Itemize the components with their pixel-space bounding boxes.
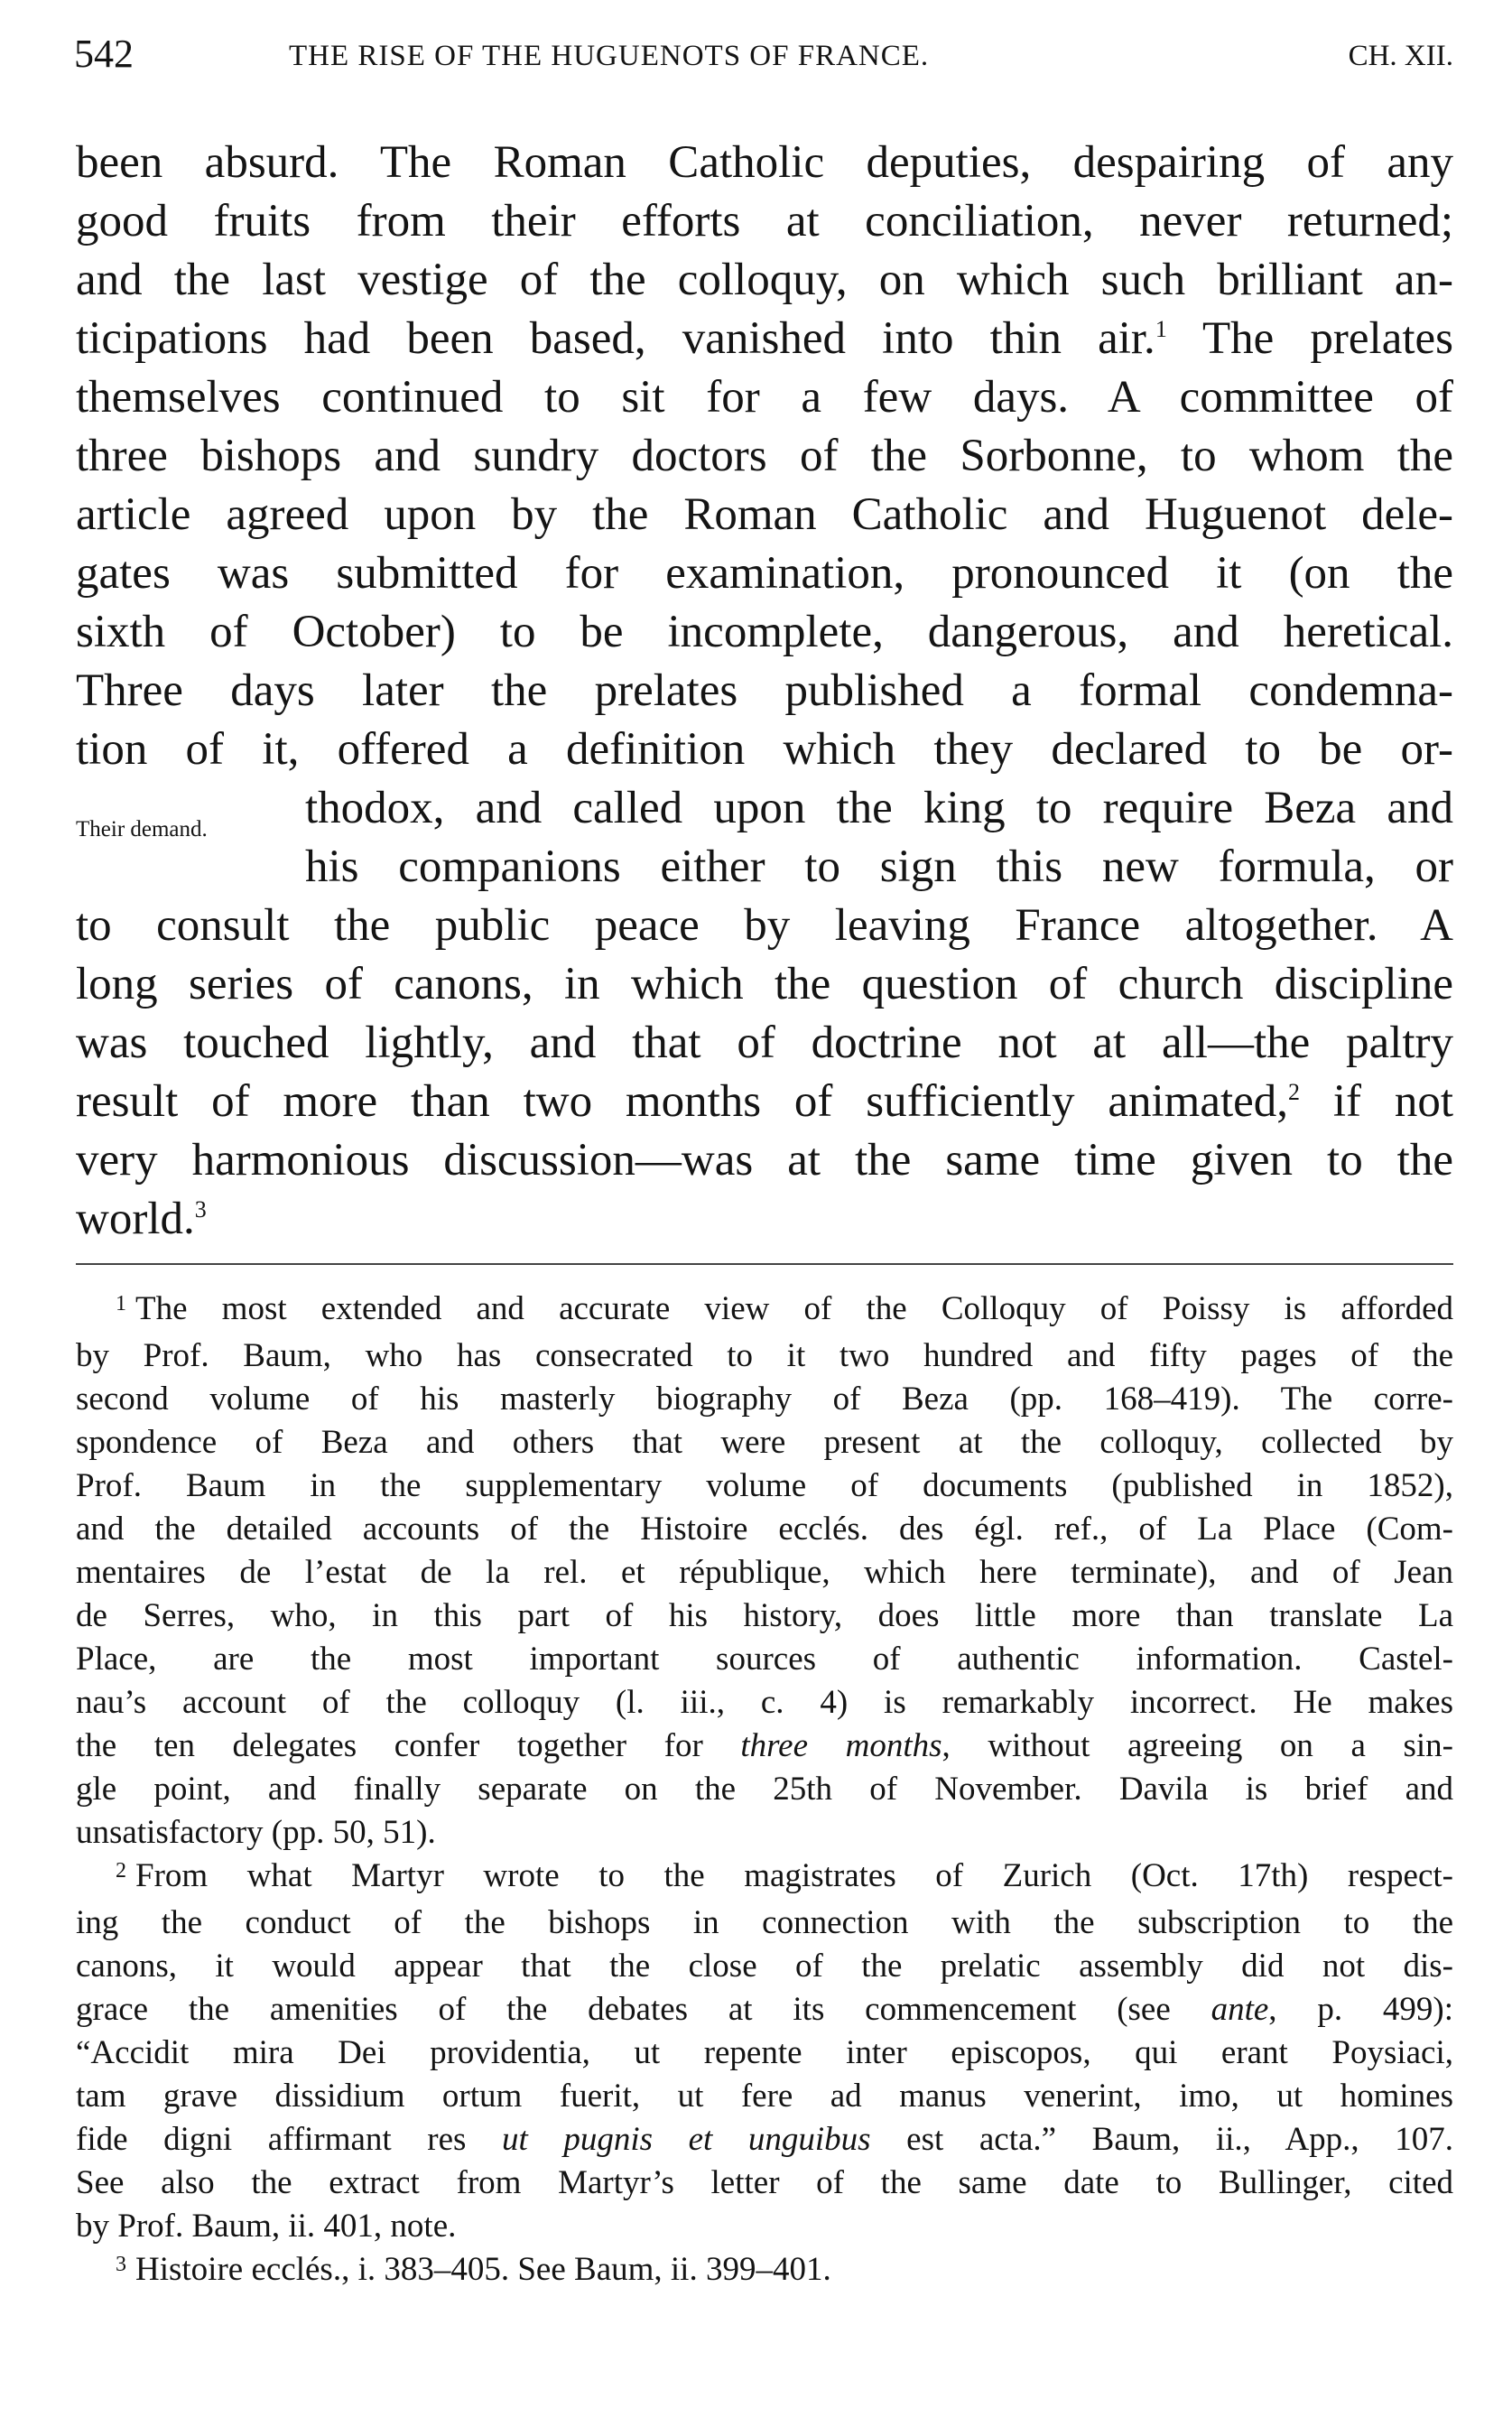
footnote-reference: 3 — [194, 1196, 207, 1223]
footnote-line: mentaires de l’estat de la rel. et république, which here terminate), and of Jean — [76, 1554, 1453, 1591]
page-number: 542 — [74, 32, 134, 76]
chapter-reference: CH. XII. — [1348, 40, 1453, 72]
footnote-line: and the detailed accounts of the Histoire ecclés. des égl. ref., of La Place (Com- — [76, 1511, 1453, 1548]
italic-text: three months — [740, 1727, 942, 1764]
footnote-line — [76, 1988, 1453, 2032]
footnote-line: second volume of his masterly biography of Beza (pp. 168–419). The corre- — [76, 1381, 1453, 1418]
text-segment: Histoire ecclés., i. 383–405. See Baum, ii. 399–401. — [135, 2251, 831, 2288]
footnote-line — [76, 1288, 1453, 1334]
text-segment: result of more than two months of sufficiently animated, — [76, 1076, 1289, 1127]
text-line: was touched lightly, and that of doctrine not at all—the paltry — [76, 1018, 1453, 1068]
footnote-line: Prof. Baum in the supplementary volume of documents (published in 1852), — [76, 1467, 1453, 1504]
text-segment: The prelates — [1166, 313, 1454, 364]
text-line: been absurd. The Roman Catholic deputies, despairing of any — [76, 137, 1453, 188]
footnote-line: gle point, and finally separate on the 25th of November. Davila is brief and — [76, 1771, 1453, 1808]
footnote-marker: 1 — [116, 1292, 126, 1316]
text-segment: est acta.” Baum, ii., App., 107. — [870, 2121, 1453, 2158]
footnote-line: by Prof. Baum, ii. 401, note. — [76, 2208, 457, 2245]
text-line: article agreed upon by the Roman Catholic and Huguenot dele- — [76, 489, 1453, 540]
text-line: very harmonious discussion—was at the same time given to the — [76, 1135, 1453, 1185]
text-line: themselves continued to sit for a few days. A committee of — [76, 372, 1453, 423]
footnotes — [76, 1288, 1453, 2295]
footnote-divider — [76, 1263, 1453, 1265]
text-line — [76, 1190, 1453, 1249]
text-segment: world. — [76, 1194, 195, 1244]
text-segment: ticipations had been based, vanished into thin air. — [76, 313, 1155, 364]
footnote-line — [76, 2118, 1453, 2162]
text-segment: The most extended and accurate view of the Colloquy of Poissy is afforded — [135, 1290, 1453, 1327]
text-line: tion of it, offered a definition which they declared to be or- — [76, 724, 1453, 775]
text-line: to consult the public peace by leaving France altogether. A — [76, 900, 1453, 951]
footnote-line: by Prof. Baum, who has consecrated to it two hundred and fifty pages of the — [76, 1337, 1453, 1374]
text-segment: From what Martyr wrote to the magistrates of Zurich (Oct. 17th) respect- — [135, 1857, 1453, 1894]
italic-text: ut pugnis et unguibus — [502, 2121, 871, 2158]
margin-note: Their demand. — [76, 817, 208, 841]
text-line: sixth of October) to be incomplete, dangerous, and heretical. — [76, 607, 1453, 657]
main-text — [76, 134, 1453, 1249]
footnote-line — [76, 1855, 1453, 1901]
footnote-line: unsatisfactory (pp. 50, 51). — [76, 1814, 436, 1851]
text-segment: , without agreeing on a sin- — [942, 1727, 1453, 1764]
footnote-line: de Serres, who, in this part of his history, does little more than translate La — [76, 1597, 1453, 1634]
footnote-line: spondence of Beza and others that were present at the colloquy, collected by — [76, 1424, 1453, 1461]
footnote-line: tam grave dissidium ortum fuerit, ut fere ad manus venerint, imo, ut homines — [76, 2078, 1453, 2115]
running-title: THE RISE OF THE HUGUENOTS OF FRANCE. — [289, 40, 930, 72]
footnote-marker: 2 — [116, 1859, 126, 1883]
text-segment: if not — [1300, 1076, 1453, 1127]
footnote-line: See also the extract from Martyr’s letter of the same date to Bullinger, cited — [76, 2164, 1453, 2201]
text-line: Three days later the prelates published a formal condemna- — [76, 665, 1453, 716]
text-line: his companions either to sign this new formula, or — [305, 841, 1453, 892]
text-segment: , p. 499): — [1268, 1991, 1453, 2028]
text-line — [76, 310, 1453, 368]
footnote-line: canons, it would appear that the close of the prelatic assembly did not dis- — [76, 1948, 1453, 1985]
text-segment: fide digni affirmant res — [76, 2121, 503, 2158]
footnote-line: nau’s account of the colloquy (l. iii., c. 4) is remarkably incorrect. He makes — [76, 1684, 1453, 1721]
text-line: gates was submitted for examination, pronounced it (on the — [76, 548, 1453, 599]
footnote-line — [76, 1725, 1453, 1768]
text-segment: the ten delegates confer together for — [76, 1727, 741, 1764]
footnote-line: ing the conduct of the bishops in connection with the subscription to the — [76, 1904, 1453, 1941]
footnote-marker: 3 — [116, 2253, 126, 2276]
text-line: good fruits from their efforts at conciliation, never returned; — [76, 196, 1453, 246]
text-line: three bishops and sundry doctors of the Sorbonne, to whom the — [76, 431, 1453, 481]
footnote-reference: 2 — [1288, 1079, 1301, 1105]
footnote-line — [76, 2248, 1453, 2295]
footnote-reference: 1 — [1155, 316, 1167, 342]
text-line: and the last vestige of the colloquy, on which such brilliant an- — [76, 255, 1453, 305]
text-line: long series of canons, in which the question of church discipline — [76, 959, 1453, 1009]
text-segment: grace the amenities of the debates at its commencement (see — [76, 1991, 1211, 2028]
italic-text: ante — [1211, 1991, 1269, 2028]
footnote-line: Place, are the most important sources of authentic information. Castel- — [76, 1641, 1453, 1678]
running-header — [74, 31, 1453, 85]
text-line: thodox, and called upon the king to require Beza and — [305, 783, 1453, 833]
footnote-line: “Accidit mira Dei providentia, ut repente inter episcopos, qui erant Poysiaci, — [76, 2034, 1453, 2071]
text-line — [76, 1073, 1453, 1131]
